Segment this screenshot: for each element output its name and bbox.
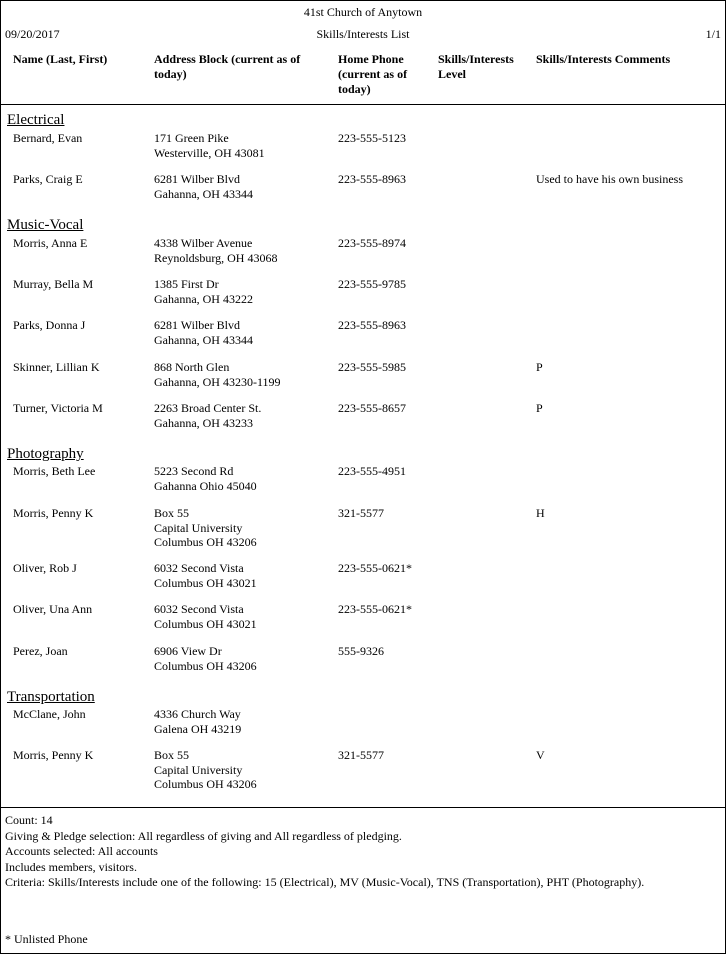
column-header-level: Skills/Interests Level bbox=[438, 52, 514, 81]
member-phone: 223-555-8657 bbox=[338, 401, 406, 415]
report-title: Skills/Interests List bbox=[316, 27, 410, 41]
member-name: Bernard, Evan bbox=[13, 131, 83, 145]
page-number: 1/1 bbox=[705, 27, 721, 41]
category-transportation: Transportation bbox=[7, 689, 95, 705]
member-address: 2263 Broad Center St. Gahanna, OH 43233 bbox=[154, 401, 262, 430]
report-summary bbox=[5, 813, 644, 891]
giving-selection: Giving & Pledge selection: All regardless of giving and All regardless of pledging. bbox=[5, 828, 402, 843]
member-address: 5223 Second Rd Gahanna Ohio 45040 bbox=[154, 464, 257, 493]
member-phone: 223-555-5123 bbox=[338, 131, 406, 145]
column-header-address: Address Block (current as of today) bbox=[154, 52, 301, 81]
member-phone: 321-5577 bbox=[338, 506, 384, 520]
member-address: Box 55 Capital University Columbus OH 43206 bbox=[154, 506, 257, 550]
column-header-phone: Home Phone (current as of today) bbox=[338, 52, 408, 96]
member-address: 6032 Second Vista Columbus OH 43021 bbox=[154, 602, 257, 631]
member-comment: H bbox=[536, 506, 545, 520]
member-phone: 223-555-5985 bbox=[338, 360, 406, 374]
column-header-name: Name (Last, First) bbox=[13, 52, 108, 66]
member-name: Parks, Craig E bbox=[13, 172, 83, 186]
member-phone: 223-555-8974 bbox=[338, 236, 406, 250]
member-name: Morris, Penny K bbox=[13, 506, 94, 520]
member-phone: 321-5577 bbox=[338, 748, 384, 762]
member-name: McClane, John bbox=[13, 707, 86, 721]
includes-note: Includes members, visitors. bbox=[5, 859, 137, 874]
header-divider bbox=[1, 104, 725, 105]
category-electrical: Electrical bbox=[7, 112, 65, 128]
member-address: Box 55 Capital University Columbus OH 43206 bbox=[154, 748, 257, 792]
member-name: Turner, Victoria M bbox=[13, 401, 103, 415]
member-address: 6281 Wilber Blvd Gahanna, OH 43344 bbox=[154, 318, 253, 347]
member-phone: 223-555-8963 bbox=[338, 318, 406, 332]
member-name: Perez, Joan bbox=[13, 644, 68, 658]
unlisted-phone-note: * Unlisted Phone bbox=[5, 932, 88, 946]
member-phone: 223-555-9785 bbox=[338, 277, 406, 291]
member-phone: 223-555-0621* bbox=[338, 561, 412, 575]
member-comment: V bbox=[536, 748, 545, 762]
member-phone: 555-9326 bbox=[338, 644, 384, 658]
member-phone: 223-555-8963 bbox=[338, 172, 406, 186]
member-name: Morris, Penny K bbox=[13, 748, 94, 762]
column-header-comments: Skills/Interests Comments bbox=[536, 52, 671, 66]
member-phone: 223-555-0621* bbox=[338, 602, 412, 616]
member-address: 6281 Wilber Blvd Gahanna, OH 43344 bbox=[154, 172, 253, 201]
report-date: 09/20/2017 bbox=[5, 27, 60, 41]
member-name: Oliver, Una Ann bbox=[13, 602, 93, 616]
member-address: 4338 Wilber Avenue Reynoldsburg, OH 43068 bbox=[154, 236, 278, 265]
footer-divider bbox=[1, 807, 725, 808]
member-name: Murray, Bella M bbox=[13, 277, 94, 291]
member-name: Skinner, Lillian K bbox=[13, 360, 100, 374]
member-address: 6032 Second Vista Columbus OH 43021 bbox=[154, 561, 257, 590]
organization-name: 41st Church of Anytown bbox=[303, 5, 423, 19]
member-comment: P bbox=[536, 401, 543, 415]
criteria-note: Criteria: Skills/Interests include one of the following: 15 (Electrical), MV (Music-Vocal), TNS (Transportation), PHT (Photography). bbox=[5, 875, 645, 890]
member-name: Parks, Donna J bbox=[13, 318, 86, 332]
member-address: 6906 View Dr Columbus OH 43206 bbox=[154, 644, 257, 673]
member-address: 868 North Glen Gahanna, OH 43230-1199 bbox=[154, 360, 281, 389]
member-name: Morris, Anna E bbox=[13, 236, 88, 250]
category-music-vocal: Music-Vocal bbox=[7, 217, 84, 233]
accounts-selected: Accounts selected: All accounts bbox=[5, 844, 158, 859]
member-comment: P bbox=[536, 360, 543, 374]
member-comment: Used to have his own business bbox=[536, 172, 683, 186]
member-address: 1385 First Dr Gahanna, OH 43222 bbox=[154, 277, 253, 306]
member-phone: 223-555-4951 bbox=[338, 464, 406, 478]
member-name: Morris, Beth Lee bbox=[13, 464, 96, 478]
member-address: 171 Green Pike Westerville, OH 43081 bbox=[154, 131, 265, 160]
record-count: Count: 14 bbox=[5, 813, 53, 827]
member-address: 4336 Church Way Galena OH 43219 bbox=[154, 707, 242, 736]
member-name: Oliver, Rob J bbox=[13, 561, 77, 575]
category-photography: Photography bbox=[7, 446, 84, 462]
